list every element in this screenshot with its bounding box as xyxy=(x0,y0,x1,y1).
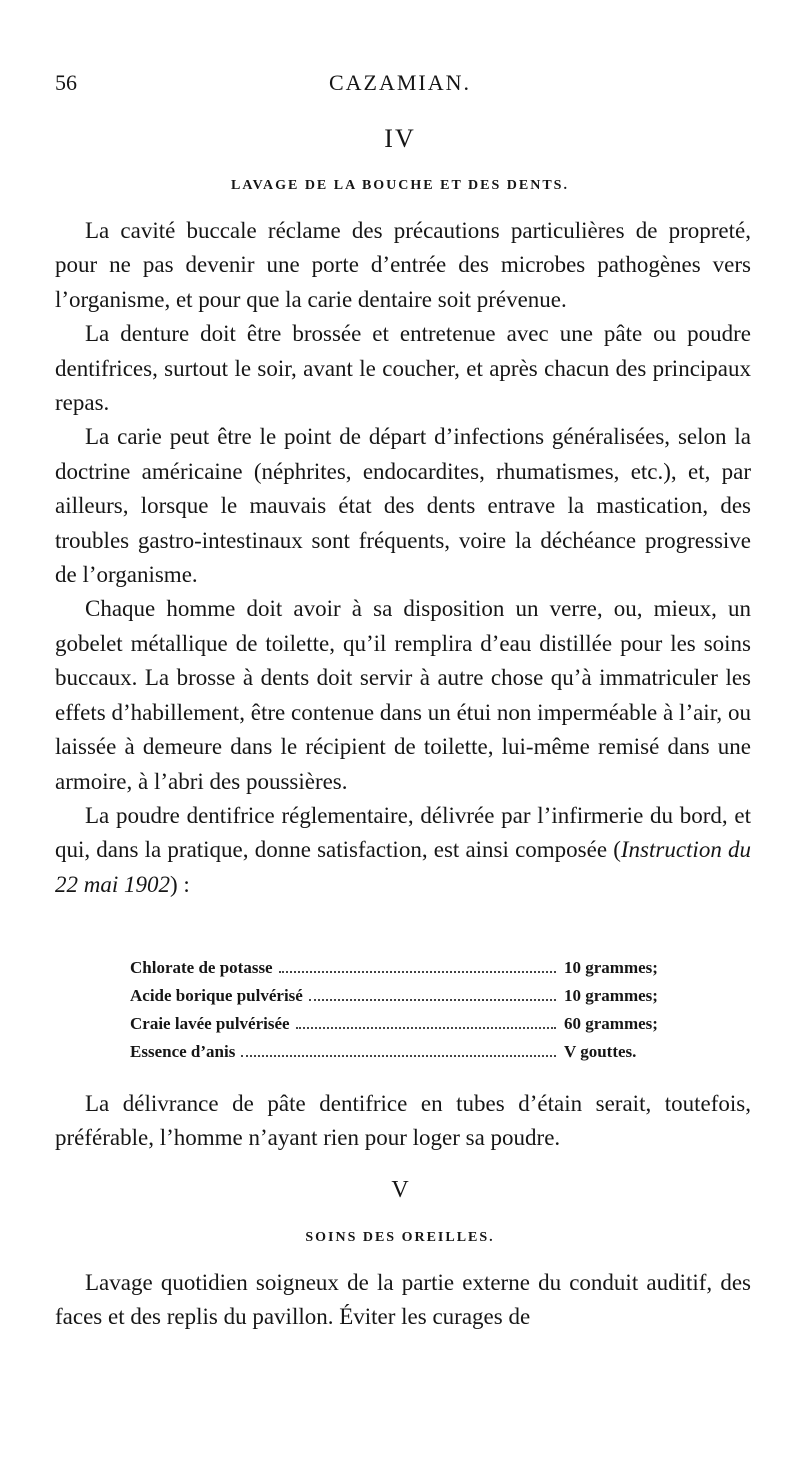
ingredient-quantity: 10 grammes; xyxy=(564,986,658,1005)
section-5-title: SOINS DES OREILLES. xyxy=(305,1230,495,1245)
composition-close: ) : xyxy=(170,871,190,897)
paragraph: La denture doit être brossée et entretenue avec une pâte ou poudre dentifrices, surtout le soir, avant le coucher, et après chacun des principaux repas. xyxy=(55,321,751,416)
dot-leader xyxy=(279,971,556,973)
ingredient-name: Acide borique pulvérisé xyxy=(130,986,303,1005)
section-4-body xyxy=(55,214,751,902)
recipe-row xyxy=(130,954,690,982)
ingredient-name: Craie lavée pulvérisée xyxy=(130,1014,290,1033)
dot-leader xyxy=(241,1055,556,1057)
dot-leader xyxy=(296,1027,556,1029)
instruction-citation: Instruction du 22 mai 1902 xyxy=(55,837,751,897)
page-header xyxy=(55,70,745,102)
section-5-number: V xyxy=(391,1177,409,1203)
recipe-row xyxy=(130,982,690,1010)
page-number: 56 xyxy=(55,70,77,95)
ingredient-name: Essence d’anis xyxy=(130,1042,236,1061)
paragraph: La cavité buccale réclame des précautions particulières de propreté, pour ne pas devenir une porte d’entrée des microbes pathogènes vers l’organisme, et pour que la carie dentaire soit prévenue. xyxy=(55,218,751,312)
ingredient-quantity: 10 grammes; xyxy=(564,958,658,977)
ingredient-quantity: V gouttes. xyxy=(564,1042,637,1061)
closing-paragraph-block xyxy=(55,1087,751,1156)
paragraph: Chaque homme doit avoir à sa disposition un verre, ou, mieux, un gobelet métallique de toilette, qu’il remplira d’eau distillée pour les soins buccaux. La brosse à dents doit servir à autre chose qu’à immatriculer les effets d’habillement, être contenue dans un étui non imperméable à l’air, ou laissée à demeure dans le récipient de toilette, lui-même remisé dans une armoire, à l’abri des poussières. xyxy=(55,596,751,794)
recipe-row xyxy=(130,1038,690,1066)
ingredient-name: Chlorate de potasse xyxy=(130,958,273,977)
ingredient-quantity: 60 grammes; xyxy=(564,1014,658,1033)
section-5-body xyxy=(55,1266,751,1335)
running-head: CAZAMIAN. xyxy=(328,70,472,95)
dot-leader xyxy=(309,999,556,1001)
composition-paragraph xyxy=(55,799,751,902)
paragraph: Lavage quotidien soigneux de la partie externe du conduit auditif, des faces et des replis du pavillon. Éviter les curages de xyxy=(55,1270,751,1330)
section-4-number: IV xyxy=(384,124,416,153)
paragraph: La carie peut être le point de départ d’infections généralisées, selon la doctrine américaine (néphrites, endocardites, rhumatismes, etc.), et, par ailleurs, lorsque le mauvais état des dents entrave la mastication, des troubles gastro-intestinaux sont fréquents, voire la déchéance progressive de l’organisme. xyxy=(55,424,751,588)
section-4-title: LAVAGE DE LA BOUCHE ET DES DENTS. xyxy=(231,178,569,193)
recipe-row xyxy=(130,1010,690,1038)
paragraph: La délivrance de pâte dentifrice en tubes d’étain serait, toutefois, préférable, l’homme n’ayant rien pour loger sa poudre. xyxy=(55,1091,751,1151)
recipe-list xyxy=(130,954,690,1066)
composition-intro: La poudre dentifrice réglementaire, délivrée par l’infirmerie du bord, et qui, dans la pratique, donne satisfaction, est ainsi composée ( xyxy=(55,802,751,863)
